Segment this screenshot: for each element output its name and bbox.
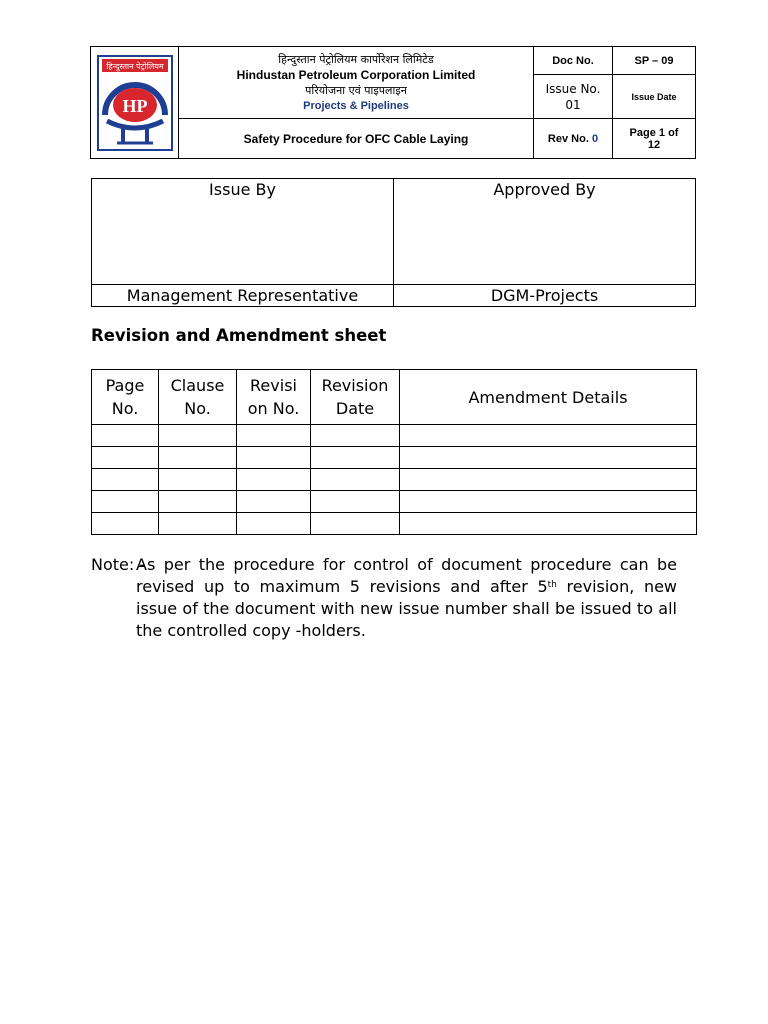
company-info-cell <box>179 47 534 119</box>
note-superscript: th <box>547 580 557 590</box>
company-name-hindi: हिन्दुस्तान पेट्रोलियम कार्पोरेशन लिमिटेड <box>278 52 434 66</box>
hp-logo-icon <box>97 55 173 151</box>
col-revision-date-line1: Revision <box>321 376 389 395</box>
col-page-no-line2: No. <box>111 399 139 418</box>
issue-no-cell <box>534 75 613 119</box>
table-row <box>92 425 697 447</box>
table-cell <box>311 425 400 447</box>
issue-by-heading: Issue By <box>92 179 394 285</box>
issue-no-label: Issue No. <box>545 81 601 96</box>
doc-no-label: Doc No. <box>534 47 613 75</box>
note-text-part2: revision, new issue of the document with new issue number shall be issued to all the controlled copy -holders. <box>136 577 678 640</box>
table-cell <box>237 447 311 469</box>
rev-no-cell <box>534 119 613 159</box>
rev-no-value: 0 <box>591 132 599 145</box>
col-revision-no-line2: on No. <box>247 399 300 418</box>
col-revision-no <box>237 370 311 425</box>
table-cell <box>92 425 159 447</box>
table-row <box>92 491 697 513</box>
hp-logo <box>97 55 173 151</box>
document-header <box>90 46 695 158</box>
logo-letters: HP <box>122 95 147 116</box>
page-total: 12 <box>647 138 661 151</box>
col-amendment-details <box>400 370 697 425</box>
table-cell <box>311 513 400 535</box>
company-logo-cell <box>91 47 179 159</box>
note-text-part1: As per the procedure for control of document procedure can be revised up to maximum 5 revisions and after 5 <box>136 555 677 596</box>
table-cell <box>400 447 697 469</box>
col-clause-no-line1: Clause <box>170 376 225 395</box>
col-page-no <box>92 370 159 425</box>
table-cell <box>92 513 159 535</box>
table-cell <box>400 469 697 491</box>
revision-sheet-heading: Revision and Amendment sheet <box>91 326 387 345</box>
table-cell <box>159 469 237 491</box>
division-name: Projects & Pipelines <box>303 99 409 112</box>
issue-no-value: 01 <box>565 97 581 112</box>
page-label: Page 1 of <box>629 126 679 139</box>
revision-note <box>91 554 677 642</box>
table-cell <box>237 425 311 447</box>
table-cell <box>92 491 159 513</box>
note-body <box>136 554 677 642</box>
table-cell <box>92 447 159 469</box>
table-cell <box>237 469 311 491</box>
col-revision-date-line2: Date <box>335 399 375 418</box>
col-revision-date <box>311 370 400 425</box>
issuer-role: Management Representative <box>92 285 394 307</box>
table-cell <box>92 469 159 491</box>
revision-table-header <box>92 370 697 425</box>
rev-no-label: Rev No. <box>547 132 589 145</box>
table-row <box>92 469 697 491</box>
company-name: Hindustan Petroleum Corporation Limited <box>236 67 476 82</box>
table-row <box>92 513 697 535</box>
note-label: Note: - <box>91 555 146 574</box>
logo-hindi-text: हिन्दुस्तान पेट्रोलियम <box>105 61 164 71</box>
approval-table <box>91 178 696 305</box>
table-cell <box>400 491 697 513</box>
document-title: Safety Procedure for OFC Cable Laying <box>179 119 534 159</box>
approver-role: DGM-Projects <box>394 285 696 307</box>
page-count-cell <box>613 119 696 159</box>
table-cell <box>400 513 697 535</box>
division-name-hindi: परियोजना एवं पाइपलाइन <box>305 83 407 97</box>
table-cell <box>400 425 697 447</box>
table-cell <box>159 513 237 535</box>
revision-table <box>91 369 696 535</box>
issue-date-label: Issue Date <box>613 75 696 119</box>
col-clause-no-line2: No. <box>184 399 211 418</box>
table-cell <box>311 469 400 491</box>
col-clause-no <box>159 370 237 425</box>
approved-by-heading: Approved By <box>394 179 696 285</box>
table-cell <box>237 513 311 535</box>
table-cell <box>159 491 237 513</box>
table-cell <box>237 491 311 513</box>
table-row <box>92 447 697 469</box>
table-cell <box>159 425 237 447</box>
col-amendment-details-label: Amendment Details <box>468 387 628 407</box>
col-page-no-line1: Page <box>105 376 145 395</box>
col-revision-no-line1: Revisi <box>250 376 297 395</box>
doc-no-value: SP – 09 <box>613 47 696 75</box>
table-cell <box>159 447 237 469</box>
table-cell <box>311 447 400 469</box>
table-cell <box>311 491 400 513</box>
